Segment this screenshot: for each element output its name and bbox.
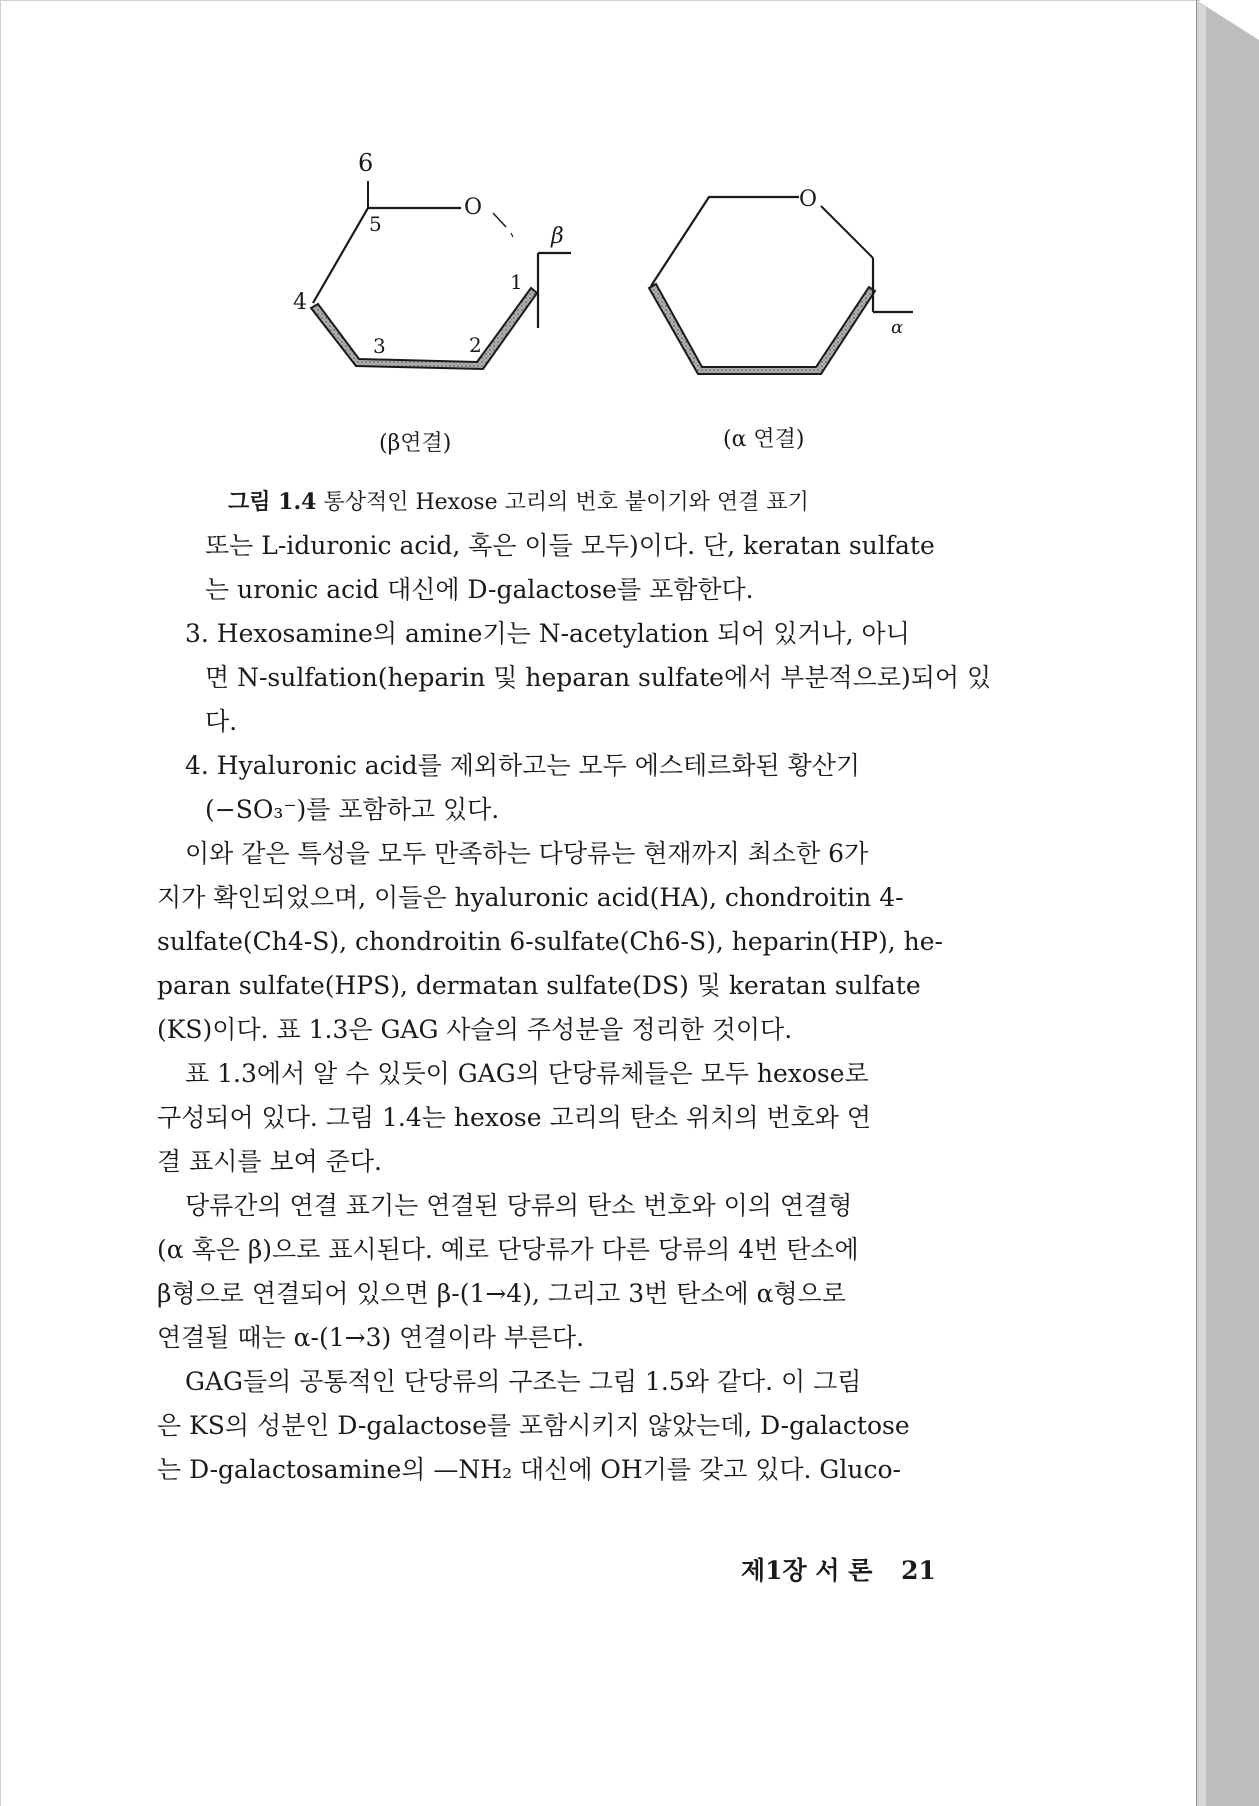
- text-line: 면 N-sulfation(heparin 및 heparan sulfate에서 부분적으로)되어 있: [205, 663, 992, 692]
- label-alpha: α: [891, 317, 904, 338]
- hexose-ring-figure: [1, 1, 1201, 521]
- label-c6: 6: [358, 149, 374, 177]
- text-line: 은 KS의 성분인 D-galactose를 포함시키지 않았는데, D-galactose: [157, 1411, 910, 1440]
- alpha-ring-o-c1-bond: [821, 206, 873, 258]
- text-line: (α 혹은 β)으로 표시된다. 예로 단당류가 다른 당류의 4번 탄소에: [157, 1235, 859, 1264]
- page-footer: [741, 1551, 936, 1587]
- text-line: 3. Hexosamine의 amine기는 N-acetylation 되어 있거나, 아니: [185, 619, 910, 648]
- alpha-linkage-caption: (α 연결): [723, 427, 805, 452]
- text-line: sulfate(Ch4-S), chondroitin 6-sulfate(Ch6-S), heparin(HP), he-: [157, 927, 943, 956]
- beta-linkage-caption: (β연결): [379, 431, 452, 456]
- text-line: 연결될 때는 α-(1→3) 연결이라 부른다.: [157, 1323, 585, 1352]
- page-stack-edge: [1196, 0, 1259, 1806]
- label-beta: β: [551, 224, 564, 249]
- figure-caption: [228, 485, 809, 516]
- text-line: paran sulfate(HPS), dermatan sulfate(DS) 및 keratan sulfate: [157, 971, 921, 1000]
- text-line: 또는 L-iduronic acid, 혹은 이들 모두)이다. 단, keratan sulfate: [205, 531, 935, 560]
- beta-ring: [311, 181, 571, 369]
- label-ring-oxygen-beta: O: [464, 195, 483, 220]
- chapter-title: 제1장 서 론: [741, 1556, 873, 1585]
- text-line: GAG들의 공통적인 단당류의 구조는 그림 1.5와 같다. 이 그림: [185, 1367, 862, 1396]
- text-line: β형으로 연결되어 있으면 β-(1→4), 그리고 3번 탄소에 α형으로: [157, 1279, 846, 1308]
- beta-ring-o-c1-bond: [493, 213, 506, 227]
- text-line: 4. Hyaluronic acid를 제외하고는 모두 에스테르화된 황산기: [185, 751, 861, 780]
- beta-ring-o-c1-dots: [511, 233, 513, 237]
- text-line: (−SO₃⁻)를 포함하고 있다.: [205, 795, 500, 824]
- beta-ring-shaded-bottom-edge: [311, 288, 537, 369]
- alpha-ring: [649, 197, 913, 374]
- text-line: 다.: [205, 707, 238, 736]
- text-line: 결 표시를 보여 준다.: [157, 1147, 382, 1176]
- label-c2: 2: [469, 333, 482, 357]
- figure-caption-text: 통상적인 Hexose 고리의 번호 붙이기와 연결 표기: [323, 490, 809, 515]
- label-ring-oxygen-alpha: O: [799, 187, 818, 212]
- alpha-ring-shaded-bottom-edge: [649, 284, 875, 374]
- label-c1: 1: [510, 270, 523, 294]
- hexose-ring-diagram: [1, 1, 1201, 521]
- label-c4: 4: [293, 290, 307, 315]
- label-c3: 3: [373, 334, 386, 358]
- page-number: 21: [901, 1556, 936, 1585]
- text-line: (KS)이다. 표 1.3은 GAG 사슬의 주성분을 정리한 것이다.: [157, 1015, 793, 1044]
- text-line: 는 uronic acid 대신에 D-galactose를 포함한다.: [205, 575, 754, 604]
- alpha-ring-back-edges: [651, 197, 799, 286]
- text-line: 구성되어 있다. 그림 1.4는 hexose 고리의 탄소 위치의 번호와 연: [157, 1103, 872, 1132]
- beta-ring-back-edges: [313, 208, 461, 303]
- text-line: 표 1.3에서 알 수 있듯이 GAG의 단당류체들은 모두 hexose로: [185, 1059, 869, 1088]
- text-line: 당류간의 연결 표기는 연결된 당류의 탄소 번호와 이의 연결형: [185, 1191, 853, 1220]
- text-line: 지가 확인되었으며, 이들은 hyaluronic acid(HA), chondroitin 4-: [157, 883, 904, 912]
- text-line: 는 D-galactosamine의 —NH₂ 대신에 OH기를 갖고 있다. Gluco-: [157, 1455, 901, 1484]
- label-c5: 5: [369, 212, 382, 236]
- text-line: 이와 같은 특성을 모두 만족하는 다당류는 현재까지 최소한 6가: [185, 839, 869, 868]
- figure-number: 그림 1.4: [228, 489, 317, 515]
